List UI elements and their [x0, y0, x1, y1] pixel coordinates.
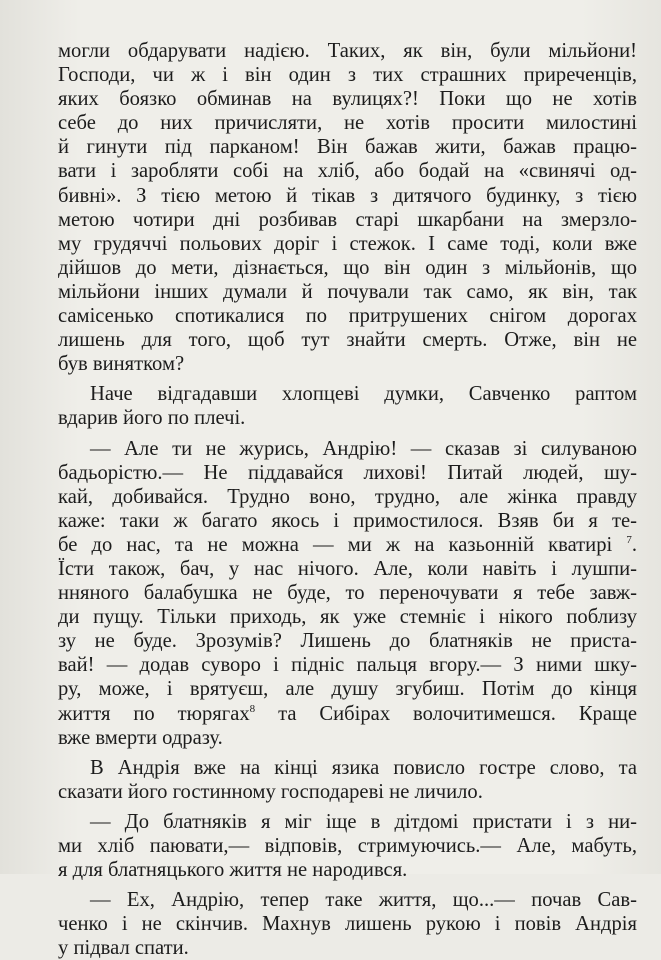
text-line: могли обдарувати надією. Таких, як він, були мільйони! [58, 40, 637, 62]
text-line: ми хліб паювати,— відповів, стримуючись.— Але, мабуть, [58, 835, 637, 857]
text-line: у підвал спати. [58, 937, 189, 960]
paragraph-2 [58, 382, 637, 430]
paragraph-6 [58, 888, 637, 960]
paragraph-3 [58, 437, 637, 750]
text-line: сказати його гостинному господареві не личило. [58, 780, 483, 803]
text-line: вдарив його по плечі. [58, 407, 246, 430]
text-line: був винятком? [58, 353, 185, 376]
text-line: вже вмерти одразу. [58, 726, 223, 749]
text-line: нняного балабушка не буде, то переночувати я тебе завж- [58, 582, 637, 605]
footnote-ref: 8 [249, 702, 256, 715]
text-line: себе до них причисляти, не хотів просити милостині [58, 112, 637, 135]
text-line: вати і заробляти собі на хліб, або бодай на «свинячі од- [58, 160, 637, 183]
paragraph-5 [58, 810, 637, 882]
text-segment: життя по тюрягах [58, 702, 250, 725]
text-line: лишень для того, щоб тут знайти смерть. Отже, він не [58, 329, 637, 352]
text-line: мільйони інших думали й почували так само, як він, так [58, 280, 637, 303]
text-line: — Але ти не журись, Андрію! — сказав зі силуваною [90, 437, 637, 460]
text-line: метою чотири дні розбивав старі шкарбани на змерзло- [58, 208, 637, 231]
text-line: дійшов до мети, дізнається, що він один з мільйонів, що [58, 256, 637, 279]
paragraph-4 [58, 756, 637, 804]
text-line: — Ех, Андрію, тепер таке життя, що...— почав Сав- [90, 889, 637, 912]
text-line: — До блатняків я міг іще в дітдомі пристати і з ни- [90, 810, 637, 833]
text-line: й гинути під парканом! Він бажав жити, бажав працю- [58, 136, 637, 159]
paragraph-1 [58, 39, 637, 376]
text-line-with-note: бе до нас, та не можна — ми ж на казьонній кватирі $^7$. [58, 533, 637, 556]
text-line: зу не буде. Зрозумів? Лишень до блатняків не приста- [58, 630, 637, 653]
text-line: бадьорістю.— Не піддавайся лихові! Питай людей, шу- [58, 461, 637, 484]
text-line-with-note [58, 702, 637, 726]
text-line: самісенько спотикалися по притрушених снігом дорогах [58, 305, 637, 328]
text-line: Їсти також, бач, у нас нічого. Але, коли навіть і лушпи- [58, 557, 637, 580]
text-line: ченко і не скінчив. Махнув лишень рукою і повів Андрія [58, 913, 637, 936]
footnote-ref: 7 [626, 534, 632, 547]
text-line: бивні». З тією метою й тікав з дитячого будинку, з тією [58, 184, 637, 207]
text-line: яких боязко обминав на вулицях?! Поки що не хотів [58, 88, 637, 111]
text-line: каже: таки ж багато якось і примостилося. Взяв би я те- [58, 509, 637, 532]
text-segment: та Сибірах волочитимешся. Краще [278, 702, 637, 725]
text-line: я для блатняцького життя не народився. [58, 859, 408, 882]
text-line: ди пущу. Тільки приходь, як уже стемніє і нікого поблизу [58, 606, 637, 629]
text-line: му грудяччі польових доріг і стежок. І саме тоді, коли вже [58, 232, 637, 255]
text-line: Господи, чи ж і він один з тих страшних приреченців, [58, 64, 637, 87]
text-line: вай! — додав суворо і підніс пальця вгору.— З ними шку- [58, 654, 637, 677]
text-line: Наче відгадавши хлопцеві думки, Савченко раптом [90, 383, 637, 406]
text-line: кай, добивайся. Трудно воно, трудно, але жінка правду [58, 485, 637, 508]
text-line: В Андрія вже на кінці язика повисло гостре слово, та [90, 756, 637, 779]
text-segment: бе до нас, та не можна — ми ж на казьонній кватирі [58, 533, 613, 556]
text-line: ру, може, і врятуєш, але душу згубиш. Потім до кінця [58, 678, 637, 701]
